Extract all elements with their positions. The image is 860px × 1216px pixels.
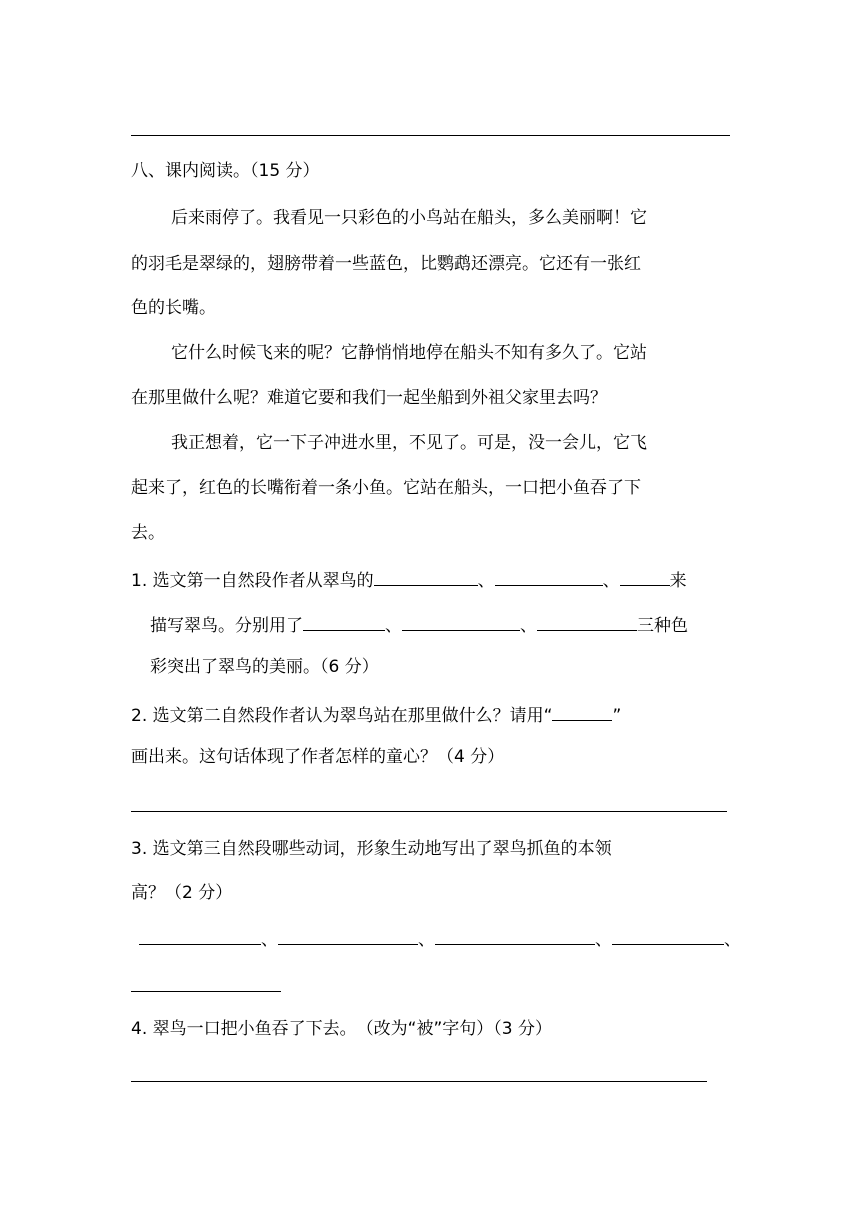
passage-line: 后来雨停了。我看见一只彩色的小鸟站在船头，多么美丽啊！它 (171, 208, 647, 228)
question-text: 选文第一自然段作者从翠鸟的 (152, 571, 374, 591)
answer-blank[interactable] (402, 612, 520, 631)
question-1-line-2 (150, 612, 688, 637)
answer-blank[interactable] (139, 926, 261, 945)
question-2-line-1 (131, 702, 621, 727)
answer-blank[interactable] (612, 926, 724, 945)
question-text: 翠鸟一口把小鱼吞了下去。 （改为“被”字句）（3 分） (152, 1019, 552, 1039)
answer-blank[interactable] (374, 567, 478, 586)
section-title: 八、课内阅读。（15 分） (131, 161, 320, 181)
top-rule (131, 135, 730, 136)
answer-blank[interactable] (537, 612, 637, 631)
separator: 、 (385, 616, 402, 636)
separator: 、 (602, 571, 620, 591)
question-2-line-2: 画出来。这句话体现了作者怎样的童心？（4 分） (131, 747, 505, 767)
answer-line[interactable] (131, 991, 281, 992)
separator: 、 (520, 616, 537, 636)
answer-blank[interactable] (303, 612, 385, 631)
answer-line[interactable] (131, 1081, 707, 1082)
answer-blank[interactable] (278, 926, 418, 945)
question-text: 三种色 (637, 616, 688, 636)
passage-line: 去。 (131, 523, 165, 543)
question-1-line-1 (131, 567, 687, 592)
separator: 、 (261, 930, 278, 950)
question-number: 2. (131, 706, 148, 726)
question-text: 来 (669, 571, 687, 591)
answer-blank[interactable] (552, 702, 612, 721)
question-3-answers (139, 926, 741, 951)
question-number: 4. (131, 1019, 148, 1039)
question-text: ” (612, 706, 622, 726)
question-text: 选文第三自然段哪些动词，形象生动地写出了翠鸟抓鱼的本领 (152, 839, 612, 859)
separator: 、 (477, 571, 495, 591)
passage-line: 它什么时候飞来的呢？它静悄悄地停在船头不知有多久了。它站 (171, 343, 647, 363)
separator: 、 (595, 930, 612, 950)
question-text: 描写翠鸟。分别用了 (150, 616, 303, 636)
passage-line: 色的长嘴。 (131, 298, 216, 318)
question-3-line-1 (131, 838, 612, 860)
question-4-line-1 (131, 1018, 552, 1040)
passage-line: 的羽毛是翠绿的，翅膀带着一些蓝色，比鹦鹉还漂亮。它还有一张红 (131, 254, 641, 274)
passage-line: 起来了，红色的长嘴衔着一条小鱼。它站在船头，一口把小鱼吞了下 (131, 478, 641, 498)
question-number: 3. (131, 839, 148, 859)
separator: 、 (724, 930, 741, 950)
answer-blank[interactable] (620, 567, 670, 586)
question-text: 选文第二自然段作者认为翠鸟站在那里做什么？请用“ (152, 706, 553, 726)
answer-line[interactable] (131, 811, 727, 812)
question-number: 1. (131, 571, 148, 591)
passage-line: 我正想着，它一下子冲进水里，不见了。可是，没一会儿，它飞 (171, 433, 647, 453)
answer-blank[interactable] (495, 567, 603, 586)
separator: 、 (418, 930, 435, 950)
question-1-line-3: 彩突出了翠鸟的美丽。（6 分） (150, 657, 379, 677)
question-3-line-2: 高？（2 分） (131, 883, 233, 903)
answer-blank[interactable] (435, 926, 595, 945)
passage-line: 在那里做什么呢？难道它要和我们一起坐船到外祖父家里去吗？ (131, 388, 607, 408)
